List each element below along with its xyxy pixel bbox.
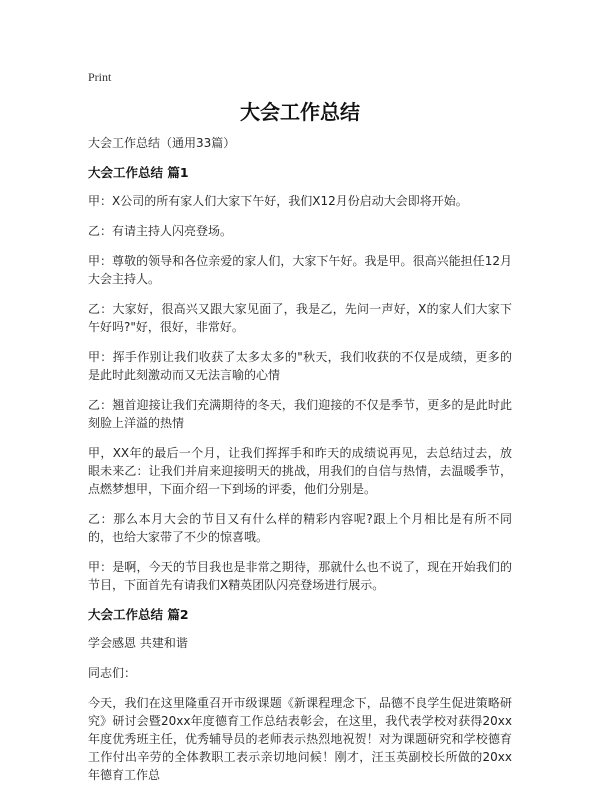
paragraph: 乙：翘首迎接让我们充满期待的冬天，我们迎接的不仅是季节，更多的是此时此刻脸上洋溢的热情 [88, 398, 512, 430]
document-content [88, 134, 512, 796]
paragraph: 学会感恩 共建和谐 [88, 636, 188, 650]
page-title: 大会工作总结 [240, 100, 360, 124]
document-subtitle: 大会工作总结（通用33篇） [88, 136, 236, 150]
paragraph: 今天，我们在这里隆重召开市级课题《新课程理念下，品德不良学生促进策略研究》研讨会暨20xx年度德育工作总结表彰会，在这里，我代表学校对获得20xx年度优秀班主任，优秀辅导员的老师表示热烈地祝贺！对为课题研究和学校德育工作付出辛劳的全体教职工表示亲切地问候！刚才，汪玉英副校长所做的20xx年德育工作总 [88, 696, 512, 782]
paragraph: 乙：有请主持人闪亮登场。 [88, 224, 233, 238]
paragraph: 甲：挥手作别让我们收获了太多太多的"秋天，我们收获的不仅是成绩，更多的是此时此刻激动而又无法言喻的心情 [88, 350, 512, 382]
print-link[interactable]: Print [88, 70, 112, 84]
paragraph: 乙：大家好，很高兴又跟大家见面了，我是乙，先问一声好，X的家人们大家下午好吗?"好，很好，非常好。 [88, 302, 512, 334]
paragraph: 甲：X公司的所有家人们大家下午好，我们X12月份启动大会即将开始。 [88, 194, 468, 208]
paragraph: 甲：是啊，今天的节目我也是非常之期待，那就什么也不说了，现在开始我们的节目，下面首先有请我们X精英团队闪亮登场进行展示。 [88, 560, 512, 592]
paragraph: 同志们： [88, 666, 137, 680]
section-heading-2: 大会工作总结 篇2 [88, 607, 189, 622]
paragraph: 甲：尊敬的领导和各位亲爱的家人们，大家下午好。我是甲。很高兴能担任12月大会主持人。 [88, 254, 512, 286]
section-heading-1: 大会工作总结 篇1 [88, 165, 189, 180]
paragraph: 甲，XX年的最后一个月，让我们挥挥手和昨天的成绩说再见，去总结过去，放眼未来乙：让我们并肩来迎接明天的挑战，用我们的自信与热情，去温暖季节，点燃梦想甲，下面介绍一下到场的评委，他们分别是。 [88, 446, 512, 496]
paragraph: 乙：那么本月大会的节目又有什么样的精彩内容呢?跟上个月相比是有所不同的，也给大家带了不少的惊喜哦。 [88, 512, 512, 544]
